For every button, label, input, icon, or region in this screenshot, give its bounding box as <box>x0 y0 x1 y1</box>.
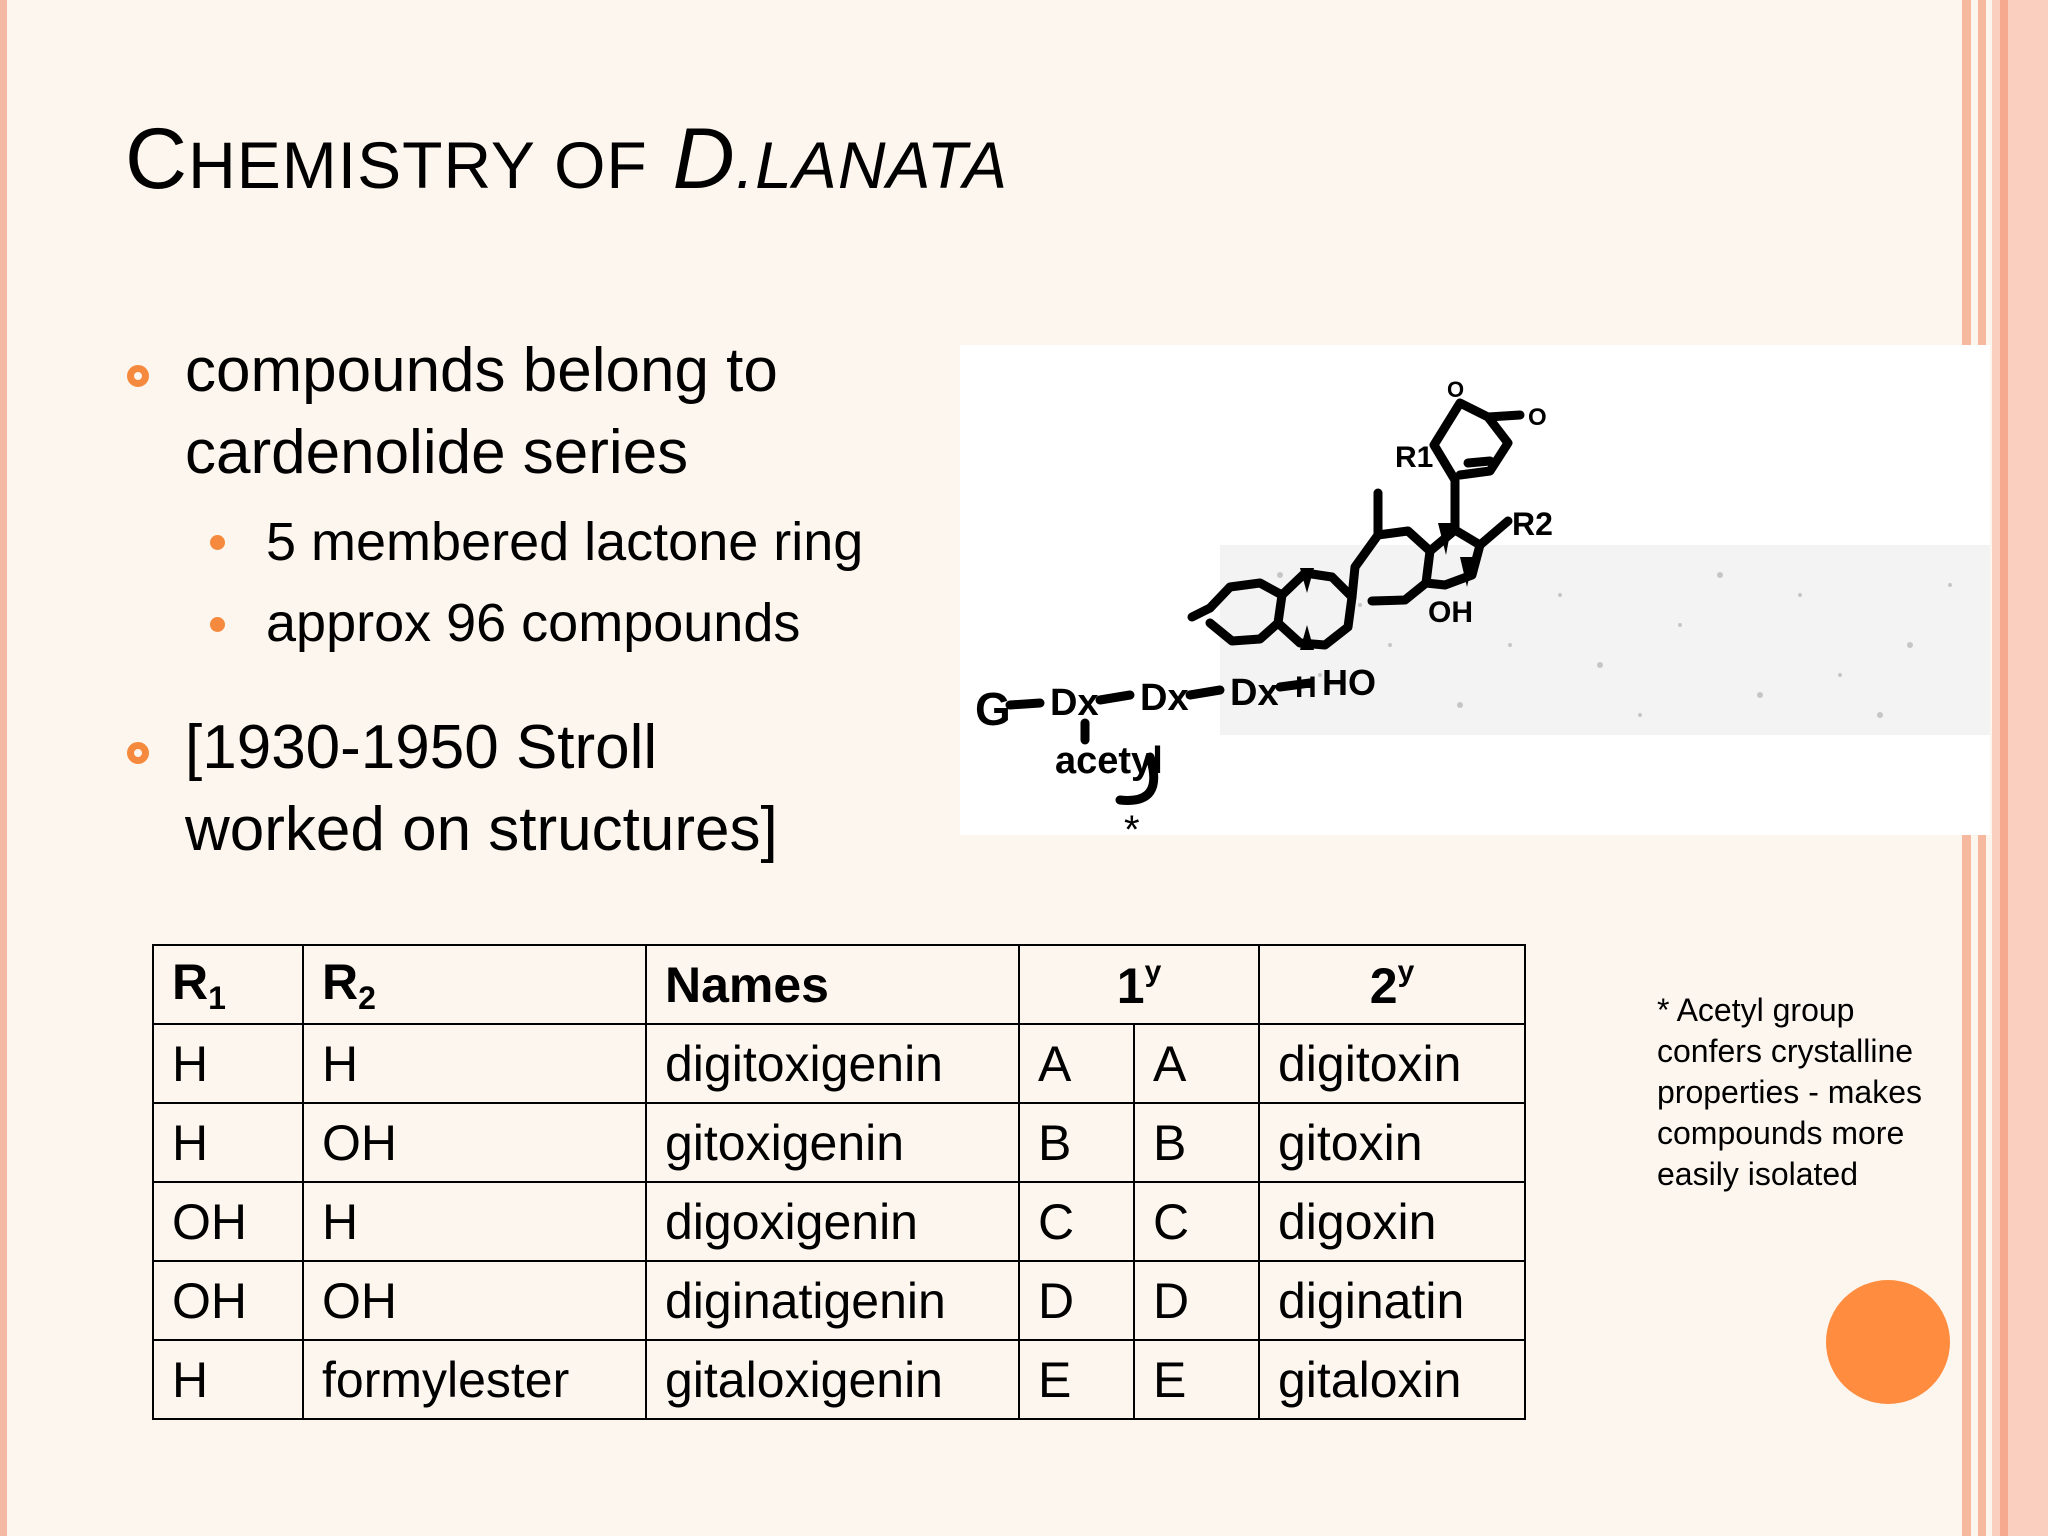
cell-r2: OH <box>303 1261 646 1340</box>
header-r2: $R_2$ <box>303 945 646 1024</box>
label-h: H <box>1295 671 1317 704</box>
chemical-structure-image <box>960 345 1990 835</box>
cell-primary-b: C <box>1134 1182 1259 1261</box>
label-dx: Dx <box>1140 677 1189 719</box>
title-initial: D <box>672 111 736 207</box>
footnote-line: * Acetyl group <box>1657 992 1855 1028</box>
cell-r2: H <box>303 1182 646 1261</box>
footnote-line: compounds more <box>1657 1115 1905 1151</box>
sub-bullet-text: approx 96 compounds <box>266 593 801 653</box>
cell-primary-b: D <box>1134 1261 1259 1340</box>
cell-glycoside: gitoxin <box>1259 1103 1525 1182</box>
cell-primary-a: B <box>1019 1103 1134 1182</box>
cell-r2: H <box>303 1024 646 1103</box>
cell-primary-b: E <box>1134 1340 1259 1419</box>
cell-primary-b: A <box>1134 1024 1259 1103</box>
compounds-table <box>152 944 1526 1420</box>
cell-r2: formylester <box>303 1340 646 1419</box>
header-primary: 1$^y$ <box>1019 945 1259 1024</box>
dot-bullet-icon <box>210 535 225 550</box>
label-r1: R1 <box>1395 441 1434 474</box>
title-initial: C <box>125 111 189 207</box>
label-o: O <box>1447 377 1465 402</box>
footnote <box>1657 990 1947 1195</box>
cell-name: gitaloxigenin <box>646 1340 1019 1419</box>
footnote-line: confers crystalline <box>1657 1033 1914 1069</box>
cell-r2: OH <box>303 1103 646 1182</box>
cell-r1: H <box>153 1024 303 1103</box>
asterisk-mark: * <box>1124 808 1140 852</box>
cell-glycoside: diginatin <box>1259 1261 1525 1340</box>
cell-primary-a: A <box>1019 1024 1134 1103</box>
label-dx: Dx <box>1050 682 1099 724</box>
structure-drawing <box>960 345 1990 835</box>
table-row <box>153 1340 1525 1419</box>
footnote-line: properties - makes <box>1657 1074 1922 1110</box>
cell-primary-a: D <box>1019 1261 1134 1340</box>
left-border <box>0 0 7 1536</box>
footnote-line: easily isolated <box>1657 1156 1858 1192</box>
bullet-text: worked on structures] <box>185 795 778 864</box>
cell-r1: OH <box>153 1261 303 1340</box>
cell-r1: H <box>153 1340 303 1419</box>
label-oh: OH <box>1428 596 1473 629</box>
label-r2: R2 <box>1512 506 1553 542</box>
cell-name: gitoxigenin <box>646 1103 1019 1182</box>
cell-r1: H <box>153 1103 303 1182</box>
cell-r1: OH <box>153 1182 303 1261</box>
cell-primary-b: B <box>1134 1103 1259 1182</box>
table-row <box>153 1024 1525 1103</box>
label-g: G <box>975 683 1011 735</box>
table-header-row <box>153 945 1525 1024</box>
sub-bullet-text: 5 membered lactone ring <box>266 512 864 572</box>
header-secondary: 2$^y$ <box>1259 945 1525 1024</box>
label-acetyl: acetyl <box>1055 740 1163 782</box>
bullet-text: compounds belong to <box>185 336 778 405</box>
cell-primary-a: E <box>1019 1340 1134 1419</box>
ring-bullet-icon <box>127 742 149 764</box>
slide-title <box>125 110 1008 209</box>
header-names: Names <box>646 945 1019 1024</box>
decorative-circle <box>1826 1280 1950 1404</box>
header-r1: $R_1$ <box>153 945 303 1024</box>
ring-bullet-icon <box>127 365 149 387</box>
bullet-text: cardenolide series <box>185 418 689 487</box>
dot-bullet-icon <box>210 617 225 632</box>
right-border-stripe <box>2000 0 2008 1536</box>
table-row <box>153 1103 1525 1182</box>
title-text: .LANATA <box>735 128 1009 202</box>
label-dx: Dx <box>1230 672 1279 714</box>
label-ho: HO <box>1322 662 1376 703</box>
table-row <box>153 1261 1525 1340</box>
title-text: HEMISTRY OF <box>188 128 648 202</box>
cell-name: digitoxigenin <box>646 1024 1019 1103</box>
table-row <box>153 1182 1525 1261</box>
cell-name: diginatigenin <box>646 1261 1019 1340</box>
bullet-text: [1930-1950 Stroll <box>185 713 658 782</box>
cell-glycoside: digitoxin <box>1259 1024 1525 1103</box>
label-o: O <box>1528 404 1547 431</box>
cell-primary-a: C <box>1019 1182 1134 1261</box>
cell-glycoside: gitaloxin <box>1259 1340 1525 1419</box>
cell-name: digoxigenin <box>646 1182 1019 1261</box>
cell-glycoside: digoxin <box>1259 1182 1525 1261</box>
